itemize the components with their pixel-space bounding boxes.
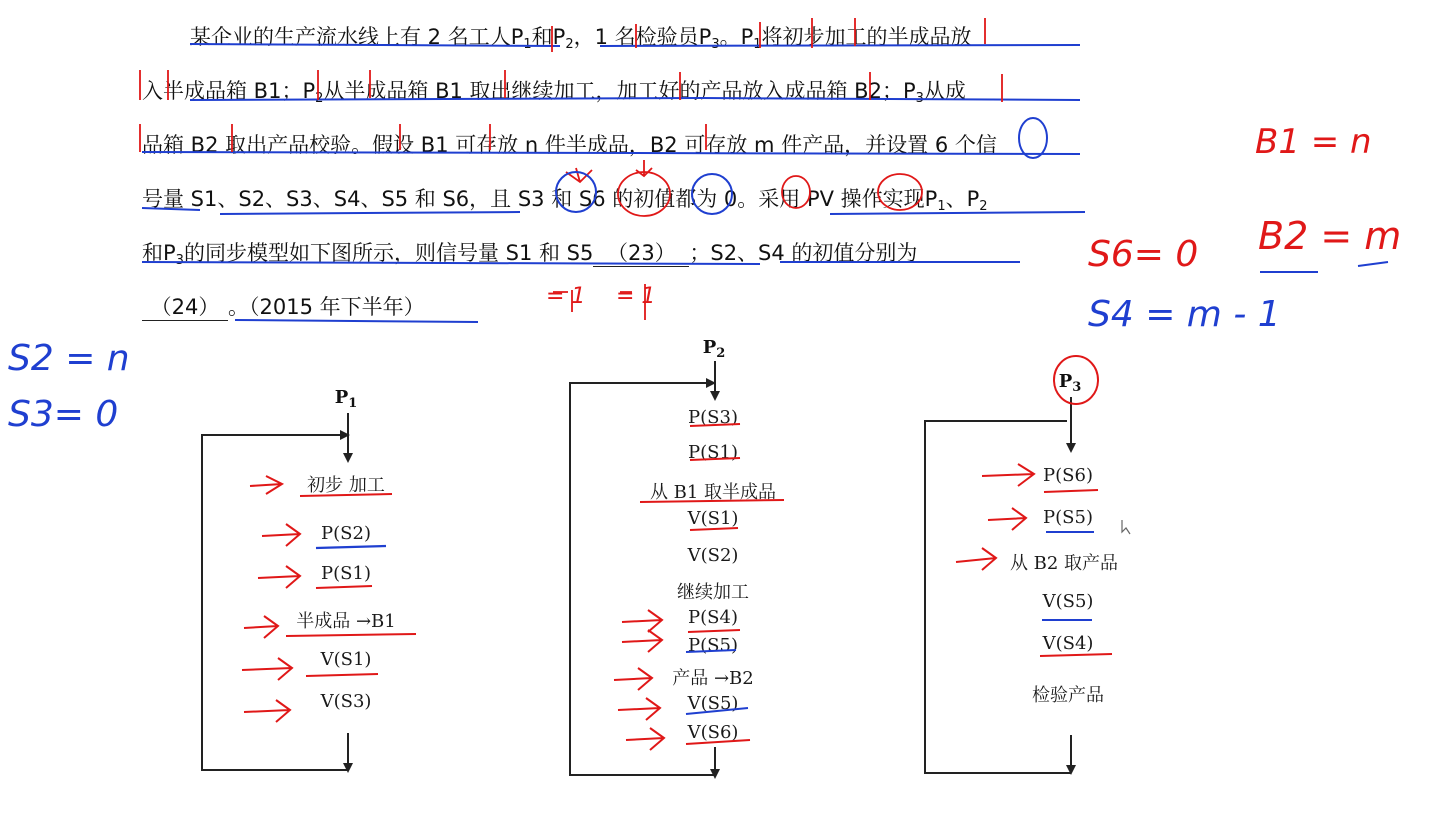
note-s2-eq-n: S2 = n: [8, 338, 130, 379]
problem-line-2: [142, 64, 1102, 118]
p2-step-5: V(S2): [687, 545, 739, 566]
text-seg: 号量 S1、S2、S3、S4、S5 和 S6，且 S3 和 S6 的初值都为 0。采用 PV 操作实现P: [142, 187, 938, 211]
p2-step-10: V(S5): [687, 693, 739, 714]
note-23-s1: = 1: [546, 284, 586, 309]
flow-p1: [200, 335, 440, 785]
p1-step-1: 初步 加工: [307, 475, 385, 496]
p2-step-2: P(S1): [688, 442, 738, 463]
p3-label: $P_3$: [1058, 371, 1082, 395]
flow-p2: [568, 335, 828, 790]
note-23-s5: = 1: [616, 284, 656, 309]
p2-step-11: V(S6): [687, 722, 739, 743]
watermark-logo: [1236, 14, 1386, 54]
p1-step-5: V(S1): [320, 649, 372, 670]
text-seg: 的同步模型如下图所示，则信号量 S1 和 S5: [183, 241, 594, 265]
p3-step-5: V(S4): [1042, 633, 1094, 654]
note-b2-eq-m: B2 = m: [1258, 214, 1402, 258]
text-seg: ，1 名检验员P: [573, 25, 712, 49]
p2-label: $P_2$: [702, 337, 726, 361]
text-seg: 某企业的生产流水线上有 2 名工人P: [190, 25, 524, 49]
p3-step-3: 从 B2 取产品: [1009, 553, 1119, 574]
p1-step-2: P(S2): [321, 523, 371, 544]
note-s6-eq-0: S6= 0: [1088, 234, 1199, 275]
subscript: 1: [753, 37, 762, 52]
p3-step-6: 检验产品: [1032, 685, 1104, 706]
note-s3-eq-0: S3= 0: [8, 394, 119, 435]
text-seg: 将初步加工的半成品放: [761, 25, 972, 49]
p2-step-1: P(S3): [688, 407, 738, 428]
subscript: 3: [711, 37, 720, 52]
p1-step-4: 半成品 →B1: [296, 611, 396, 632]
text-seg: 从成: [923, 79, 966, 103]
flow-p1-lines: [200, 335, 440, 785]
p3-step-4: V(S5): [1042, 591, 1094, 612]
note-s4-eq-m-1: S4 = m - 1: [1088, 294, 1281, 335]
p3-step-1: P(S6): [1043, 465, 1093, 486]
text-seg: 和P: [531, 25, 566, 49]
text-seg: 。（2015 年下半年）: [228, 295, 425, 319]
text-seg: 入半成品箱 B1；P: [142, 79, 316, 103]
text-seg: 从半成品箱 B1 取出继续加工，加工好的产品放入成品箱 B2；P: [323, 79, 916, 103]
problem-line-4: [142, 172, 1102, 226]
flow-p3: [922, 335, 1162, 785]
p2-step-8: P(S5): [688, 635, 738, 656]
answer-blank-24: （24）: [142, 294, 228, 321]
subscript: 3: [915, 91, 924, 106]
subscript: 3: [175, 253, 184, 268]
answer-blank-23: （23）: [593, 240, 689, 267]
text-seg: 、P: [945, 187, 980, 211]
text-seg: 。P: [719, 25, 754, 49]
problem-line-1: [142, 10, 1102, 64]
text-seg: 和P: [142, 241, 176, 265]
problem-line-3: [142, 118, 1102, 172]
p2-step-6: 继续加工: [677, 582, 749, 603]
subscript: 2: [315, 91, 324, 106]
p2-step-9: 产品 →B2: [672, 668, 754, 689]
p1-label: $P_1$: [334, 387, 358, 411]
p2-step-7: P(S4): [688, 607, 738, 628]
p1-step-6: V(S3): [320, 691, 372, 712]
p3-step-2: P(S5): [1043, 507, 1093, 528]
note-b1-eq-n: B1 = n: [1255, 122, 1372, 162]
text-seg: ；S2、S4 的初值分别为: [689, 241, 918, 265]
p2-step-3: 从 B1 取半成品: [649, 482, 777, 503]
text-seg: 品箱 B2 取出产品校验。假设 B1 可存放 n 件半成品，B2 可存放 m 件产品，并设置 6 个信: [142, 133, 997, 157]
p2-step-4: V(S1): [687, 508, 739, 529]
problem-line-5: [142, 226, 1102, 280]
p1-step-3: P(S1): [321, 563, 371, 584]
subscript: 2: [565, 37, 574, 52]
subscript: 1: [523, 37, 532, 52]
subscript: 1: [937, 199, 946, 214]
subscript: 2: [979, 199, 988, 214]
